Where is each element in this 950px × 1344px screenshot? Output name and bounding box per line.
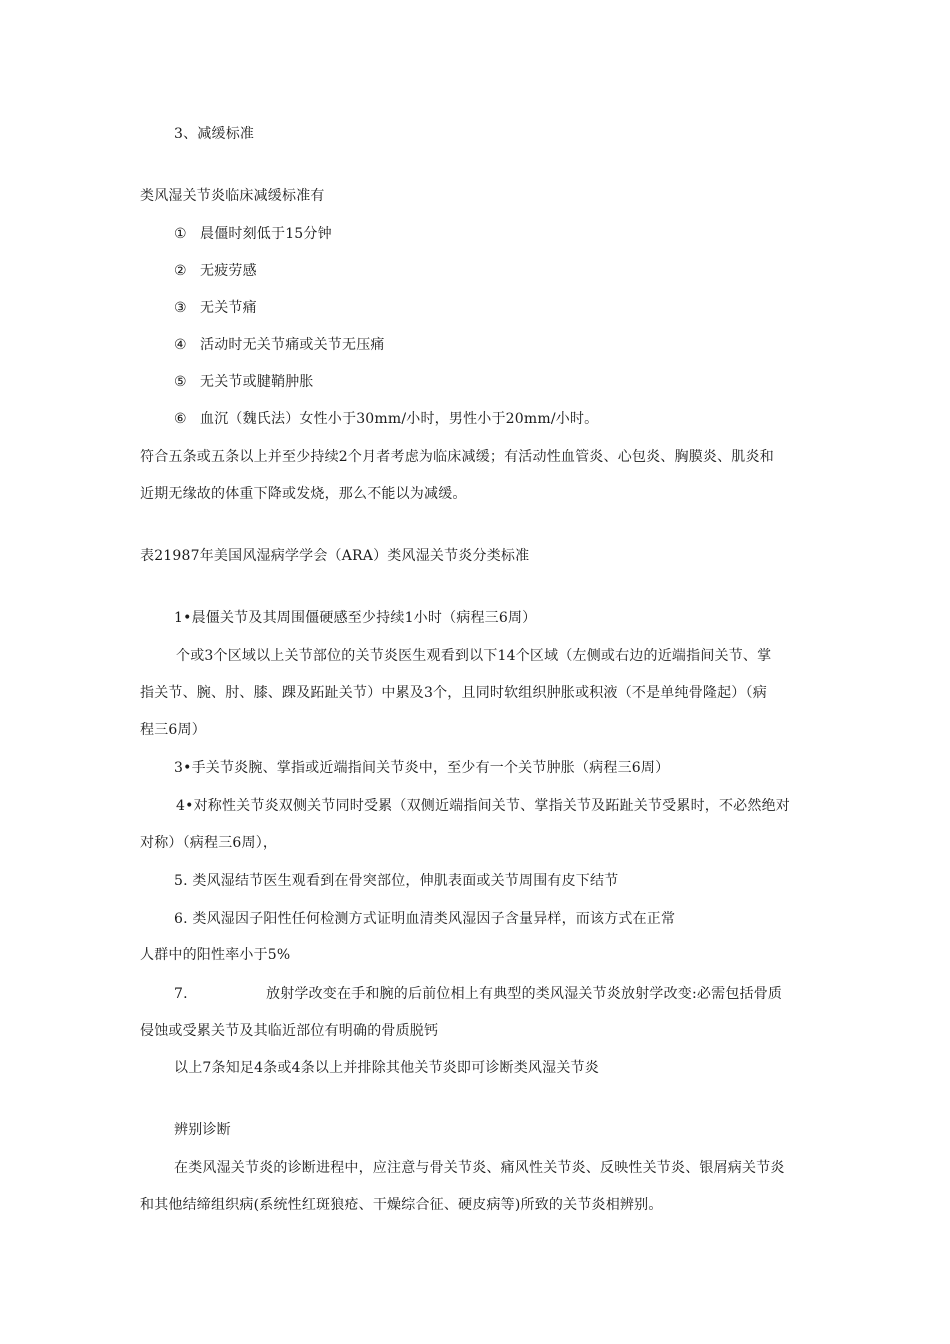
item-marker: ①: [174, 226, 187, 242]
item-marker: ②: [174, 263, 187, 279]
remission-conclusion-line: 符合五条或五条以上并至少持续2个月者考虑为临床减缓；有活动性血管炎、心包炎、胸膜炎、肌炎和: [140, 449, 774, 465]
section-heading: 3、减缓标准: [174, 126, 255, 142]
item-text: 晨僵时刻低于15分钟: [200, 226, 332, 242]
criterion-7-number: 7.: [174, 986, 188, 1002]
criterion-2-line: 指关节、腕、肘、膝、踝及跖趾关节）中累及3个，且同时软组织肿胀或积液（不是单纯骨隆起）（病: [140, 685, 767, 701]
remission-conclusion-line: 近期无缘故的体重下降或发烧，那么不能以为减缓。: [140, 486, 467, 502]
item-text: 无关节痛: [200, 300, 257, 316]
criterion-6-line: 6. 类风湿因子阳性任何检测方式证明血清类风湿因子含量异样，而该方式在正常: [174, 911, 676, 927]
remission-intro: 类风湿关节炎临床减缓标准有: [140, 188, 325, 204]
remission-item: [174, 261, 257, 281]
criterion-1: 1•晨僵关节及其周围僵硬感至少持续1小时（病程三6周）: [174, 610, 537, 626]
item-marker: ④: [174, 337, 187, 353]
criterion-7-line: 侵蚀或受累关节及其临近部位有明确的骨质脱钙: [140, 1023, 439, 1039]
criterion-3: 3•手关节炎腕、掌指或近端指间关节炎中，至少有一个关节肿胀（病程三6周）: [174, 760, 670, 776]
remission-item: [174, 224, 332, 244]
item-text: 无疲劳感: [200, 263, 257, 279]
item-marker: ③: [174, 300, 187, 316]
remission-item: [174, 409, 598, 429]
criterion-6-line: 人群中的阳性率小于5%: [140, 947, 291, 963]
item-text: 无关节或腱鞘肿胀: [200, 374, 314, 390]
criterion-4-line: 对称）（病程三6周），: [140, 835, 278, 851]
remission-item: [174, 298, 257, 318]
item-marker: ⑥: [174, 411, 187, 427]
criterion-7-line: [174, 984, 782, 1004]
criterion-5: 5. 类风湿结节医生观看到在骨突部位，伸肌表面或关节周围有皮下结节: [174, 873, 619, 889]
criterion-7-text: 放射学改变在手和腕的后前位相上有典型的类风湿关节炎放射学改变:必需包括骨质: [266, 986, 783, 1002]
remission-item: [174, 335, 385, 355]
differential-line: 和其他结缔组织病(系统性红斑狼疮、干燥综合征、硬皮病等)所致的关节炎相辨别。: [140, 1197, 663, 1213]
remission-item: [174, 372, 314, 392]
criterion-2-line: 程三6周）: [140, 722, 206, 738]
differential-line: 在类风湿关节炎的诊断进程中，应注意与骨关节炎、痛风性关节炎、反映性关节炎、银屑病关节炎: [174, 1160, 785, 1176]
item-text: 活动时无关节痛或关节无压痛: [200, 337, 385, 353]
item-text: 血沉（魏氏法）女性小于30mm/小时，男性小于20mm/小时。: [200, 411, 599, 427]
criteria-summary: 以上7条知足4条或4条以上并排除其他关节炎即可诊断类风湿关节炎: [174, 1060, 599, 1076]
item-marker: ⑤: [174, 374, 187, 390]
differential-heading: 辨别诊断: [174, 1122, 231, 1138]
criterion-2-line: 个或3个区域以上关节部位的关节炎医生观看到以下14个区域（左侧或右边的近端指间关节、掌: [176, 648, 772, 664]
criterion-4-line: 4•对称性关节炎双侧关节同时受累（双侧近端指间关节、掌指关节及跖趾关节受累时，不必然绝对: [176, 798, 790, 814]
table-title: 表21987年美国风湿病学学会（ARA）类风湿关节炎分类标准: [140, 548, 530, 564]
